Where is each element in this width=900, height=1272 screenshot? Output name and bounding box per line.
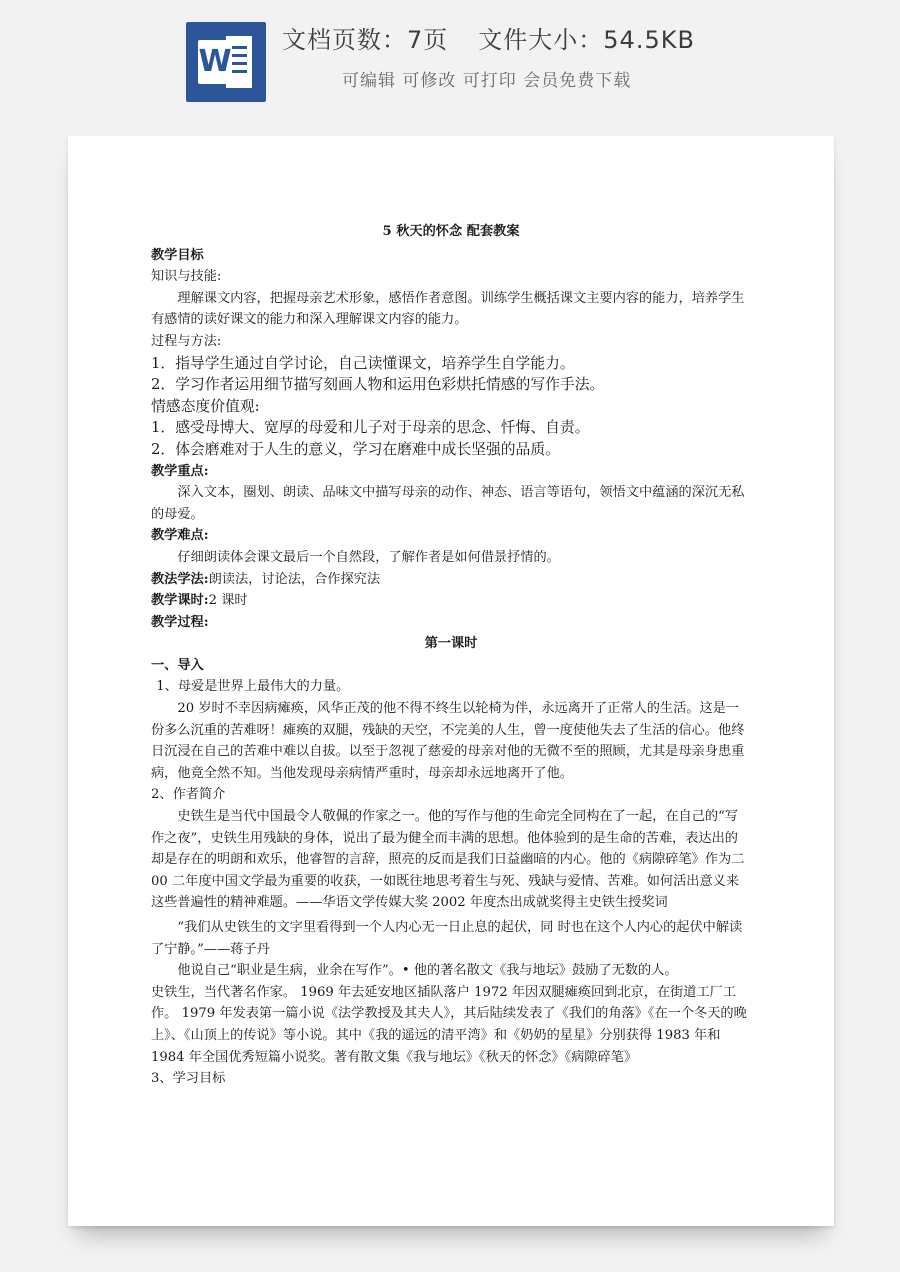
document-content: [151, 221, 751, 1090]
motto-paragraph: 他说自己“职业是生病，业余在写作”。• 他的著名散文《我与地坛》鼓励了无数的人。: [177, 963, 678, 979]
author-paragraph: 史铁生是当代中国最令人敬佩的作家之一。他的写作与他的生命完全同构在了一起，在自己的“写作之夜”，史铁生用残缺的身体，说出了最为健全而丰满的思想。他体验到的是生命的苦难，表达出的却是存在的明朗和欢乐，他睿智的言辞，照亮的反而是我们日益幽暗的内心。他的《病隙碎笔》作为二 00 二年度中国文学最为重要的收获，一如既往地思考着生与死、残缺与爱情、苦难。如何活出意义来这些普遍性的精神难题。——华语文学传媒大奖 2002 年度杰出成就奖得主史铁生授奖词: [151, 809, 745, 911]
key-heading: 教学重点:: [151, 463, 209, 479]
goal-heading: 教学目标: [151, 247, 204, 263]
intro-item-1: 1、母爱是世界上最伟大的力量。: [156, 679, 350, 695]
document-title: 5 秋天的怀念 配套教案: [382, 224, 520, 239]
difficulty-heading: 教学难点:: [151, 528, 209, 544]
goals-heading: 3、学习目标: [151, 1071, 226, 1087]
method-label: 教法学法:: [151, 571, 209, 587]
author-heading: 2、作者简介: [151, 787, 226, 803]
key-text: 深入文本，圈划、朗读、品味文中描写母亲的动作、神态、语言等语句，领悟文中蕴涵的深沉无私的母爱。: [151, 485, 745, 522]
difficulty-text: 仔细朗读体会课文最后一个自然段，了解作者是如何借景抒情的。: [177, 549, 560, 565]
hours-line: [151, 590, 751, 612]
quote-paragraph: “我们从史铁生的文字里看得到一个人内心无一日止息的起伏，同 时也在这个人内心的起伏中解读了宁静。”——蒋子丹: [151, 920, 743, 957]
hours-label: 教学课时:: [151, 593, 209, 609]
emotion-item-2: 2．体会磨难对于人生的意义，学习在磨难中成长坚强的品质。: [151, 440, 560, 458]
hours-text: 2 课时: [208, 593, 248, 609]
intro-paragraph: 20 岁时不幸因病瘫痪，风华正茂的他不得不终生以轮椅为伴，永远离开了正常人的生活。这是一份多么沉重的苦难呀！瘫痪的双腿，残缺的天空，不完美的人生，曾一度使他失去了生活的信心。他终日沉浸在自己的苦难中难以自拔。以至于忽视了慈爱的母亲对他的无微不至的照顾，尤其是母亲身患重病，他竟全然不知。当他发现母亲病情严重时，母亲却永远地离开了他。: [151, 701, 745, 781]
lesson-title: 第一课时: [424, 636, 478, 652]
word-document-icon: [186, 22, 266, 102]
page-count: 文档页数：7页: [282, 26, 449, 54]
method-line: [151, 569, 751, 591]
knowledge-label: 知识与技能:: [151, 269, 222, 285]
download-banner: [0, 0, 900, 120]
banner-features: 可编辑 可修改 可打印 会员免费下载: [342, 71, 632, 91]
knowledge-text: 理解课文内容，把握母亲艺术形象，感悟作者意图。训练学生概括课文主要内容的能力，培养学生有感情的读好课文的能力和深入理解课文内容的能力。: [151, 290, 745, 328]
process-label: 过程与方法:: [151, 333, 222, 349]
word-icon-letter: W: [198, 40, 232, 84]
bio-paragraph: 史铁生，当代著名作家。 1969 年去延安地区插队落户 1972 年因双腿瘫痪回到北京，在街道工厂工作。 1979 年发表第一篇小说《法学教授及其夫人》，其后陆续发表了《我们的角落》《在一个冬天的晚上》、《山顶上的传说》等小说。其中《我的遥远的清平湾》和《奶奶的星星》分别获得 1983 年和 1984 年全国优秀短篇小说奖。著有散文集《我与地坛》《秋天的怀念》《病隙碎笔》: [151, 984, 747, 1065]
file-size: 文件大小：54.5KB: [478, 26, 695, 54]
process-item-2: 2．学习作者运用细节描写刻画人物和运用色彩烘托情感的写作手法。: [151, 376, 605, 394]
section-intro: 一、导入: [151, 657, 204, 673]
emotion-label: 情感态度价值观:: [151, 397, 260, 415]
banner-title: [282, 20, 882, 55]
method-text: 朗读法，讨论法，合作探究法: [208, 571, 381, 587]
process-item-1: 1．指导学生通过自学讨论，自己读懂课文，培养学生自学能力。: [151, 354, 575, 372]
emotion-item-1: 1．感受母博大、宽厚的母爱和儿子对于母亲的思念、忏悔、自责。: [151, 419, 590, 437]
process-heading: 教学过程:: [151, 614, 209, 630]
